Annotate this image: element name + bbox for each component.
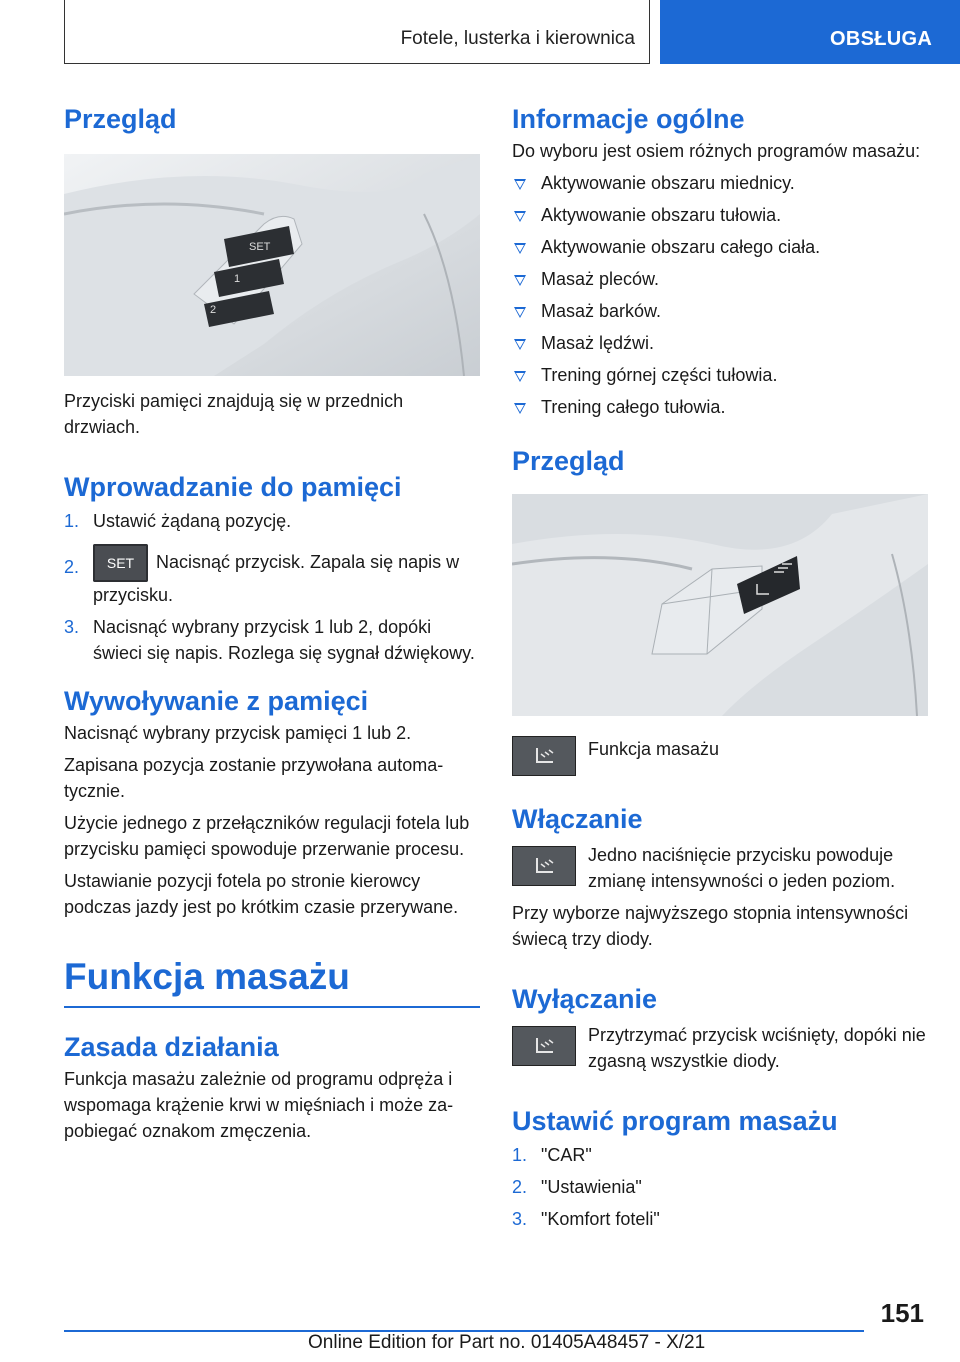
header-frame bbox=[64, 0, 650, 64]
photo-1-label: 1 bbox=[234, 273, 241, 285]
list-item bbox=[512, 298, 928, 324]
step-text: "Ustawienia" bbox=[541, 1177, 642, 1197]
program-text: Trening górnej części tułowia. bbox=[541, 365, 778, 385]
list-item bbox=[512, 1174, 928, 1200]
step-number: 3. bbox=[64, 617, 80, 637]
list-item bbox=[64, 508, 480, 534]
overview-heading-2: Przegląd bbox=[512, 446, 625, 476]
on-text: Jedno naciśnięcie przycisku powoduje zmianę intensywności o jeden poziom. bbox=[588, 845, 896, 891]
step-text: Nacisnąć wybrany przycisk 1 lub 2, dopóki świeci się napis. Rozlega się sygnał dźwiękowy. bbox=[93, 617, 475, 663]
door-panel-massage-illustration bbox=[512, 494, 928, 716]
triangle-bullet-icon bbox=[514, 371, 526, 382]
step-text: Ustawić żądaną pozycję. bbox=[93, 511, 292, 531]
photo-2-label: 2 bbox=[210, 304, 217, 316]
list-item bbox=[512, 266, 928, 292]
triangle-bullet-icon bbox=[514, 275, 526, 286]
step-number: 1. bbox=[512, 1145, 528, 1165]
off-heading: Wyłączanie bbox=[512, 984, 658, 1014]
step-number: 3. bbox=[512, 1209, 528, 1229]
recall-heading: Wywoływanie z pamięci bbox=[64, 686, 369, 716]
off-row bbox=[512, 1022, 928, 1074]
step-text: "CAR" bbox=[541, 1145, 592, 1165]
set-program-heading: Ustawić program masażu bbox=[512, 1106, 838, 1136]
massage-button-icon bbox=[512, 1026, 576, 1066]
step-number: 1. bbox=[64, 511, 80, 531]
principle-text: Funkcja masażu zależnie od programu odpręża i wspomaga krążenie krwi w mięśniach i może zapobiegać oznakom zmęczenia. bbox=[64, 1069, 454, 1141]
photo-set-label: SET bbox=[249, 241, 271, 253]
list-item bbox=[512, 1142, 928, 1168]
on-heading: Włączanie bbox=[512, 804, 643, 834]
list-item bbox=[512, 330, 928, 356]
list-item bbox=[512, 1206, 928, 1232]
section-divider bbox=[64, 1006, 480, 1008]
footer-edition: Online Edition for Part no. 01405A48457 - X/21 bbox=[308, 1332, 706, 1353]
list-item bbox=[64, 614, 480, 666]
set-button-icon: SET bbox=[93, 544, 148, 582]
header-title: Fotele, lusterka i kierownica bbox=[400, 28, 635, 49]
program-text: Aktywowanie obszaru całego ciała. bbox=[541, 237, 821, 257]
step-number: 2. bbox=[64, 557, 80, 577]
triangle-bullet-icon bbox=[514, 403, 526, 414]
on-row bbox=[512, 842, 928, 894]
list-item bbox=[512, 234, 928, 260]
general-text: Do wyboru jest osiem różnych programów masażu: bbox=[512, 141, 921, 161]
massage-button-icon bbox=[512, 736, 576, 776]
massage-button-photo bbox=[512, 494, 928, 716]
general-heading: Informacje ogólne bbox=[512, 104, 745, 134]
off-text: Przytrzymać przycisk wciśnięty, dopóki nie zgasną wszystkie diody. bbox=[588, 1025, 926, 1071]
recall-paragraph-2: Zapisana pozycja zostanie przywołana automatycznie. bbox=[64, 755, 444, 801]
massage-button-icon bbox=[512, 846, 576, 886]
recall-paragraph-3: Użycie jednego z przełączników regulacji fotela lub przycisku pamięci spowoduje przerwanie procesu. bbox=[64, 813, 470, 859]
set-program-steps bbox=[512, 1142, 928, 1232]
program-text: Aktywowanie obszaru tułowia. bbox=[541, 205, 782, 225]
massage-section-title: Funkcja masażu bbox=[64, 956, 350, 997]
triangle-bullet-icon bbox=[514, 211, 526, 222]
list-item bbox=[512, 394, 928, 420]
step-text: Nacisnąć przycisk. Zapala się napis w przycisku. bbox=[93, 551, 460, 605]
memory-buttons-photo bbox=[64, 154, 480, 376]
program-text: Aktywowanie obszaru miednicy. bbox=[541, 173, 795, 193]
triangle-bullet-icon bbox=[514, 243, 526, 254]
program-list bbox=[512, 170, 928, 420]
massage-function-row bbox=[512, 736, 928, 780]
program-text: Masaż barków. bbox=[541, 301, 662, 321]
triangle-bullet-icon bbox=[514, 179, 526, 190]
left-column bbox=[64, 96, 480, 1144]
step-text: "Komfort foteli" bbox=[541, 1209, 660, 1229]
step-number: 2. bbox=[512, 1177, 528, 1197]
photo-caption: Przyciski pamięci znajdują się w przednich drzwiach. bbox=[64, 391, 404, 437]
door-panel-illustration bbox=[64, 154, 480, 376]
recall-paragraph-1: Nacisnąć wybrany przycisk pamięci 1 lub 2. bbox=[64, 723, 412, 743]
store-steps bbox=[64, 508, 480, 666]
massage-function-label: Funkcja masażu bbox=[588, 739, 720, 759]
triangle-bullet-icon bbox=[514, 307, 526, 318]
program-text: Masaż pleców. bbox=[541, 269, 660, 289]
principle-heading: Zasada działania bbox=[64, 1032, 279, 1062]
section-tab: OBSŁUGA bbox=[660, 0, 960, 64]
list-item bbox=[512, 362, 928, 388]
right-column bbox=[512, 96, 928, 1232]
recall-paragraph-4: Ustawianie pozycji fotela po stronie kierowcy podczas jazdy jest po krótkim czasie przerywane. bbox=[64, 871, 459, 917]
store-heading: Wprowadzanie do pamięci bbox=[64, 472, 402, 502]
page-number: 151 bbox=[880, 1298, 924, 1328]
list-item bbox=[512, 202, 928, 228]
program-text: Trening całego tułowia. bbox=[541, 397, 726, 417]
overview-heading: Przegląd bbox=[64, 104, 177, 134]
list-item bbox=[64, 544, 480, 608]
list-item bbox=[512, 170, 928, 196]
program-text: Masaż lędźwi. bbox=[541, 333, 655, 353]
on-text-2: Przy wyborze najwyższego stopnia intensywności świecą trzy diody. bbox=[512, 903, 909, 949]
triangle-bullet-icon bbox=[514, 339, 526, 350]
